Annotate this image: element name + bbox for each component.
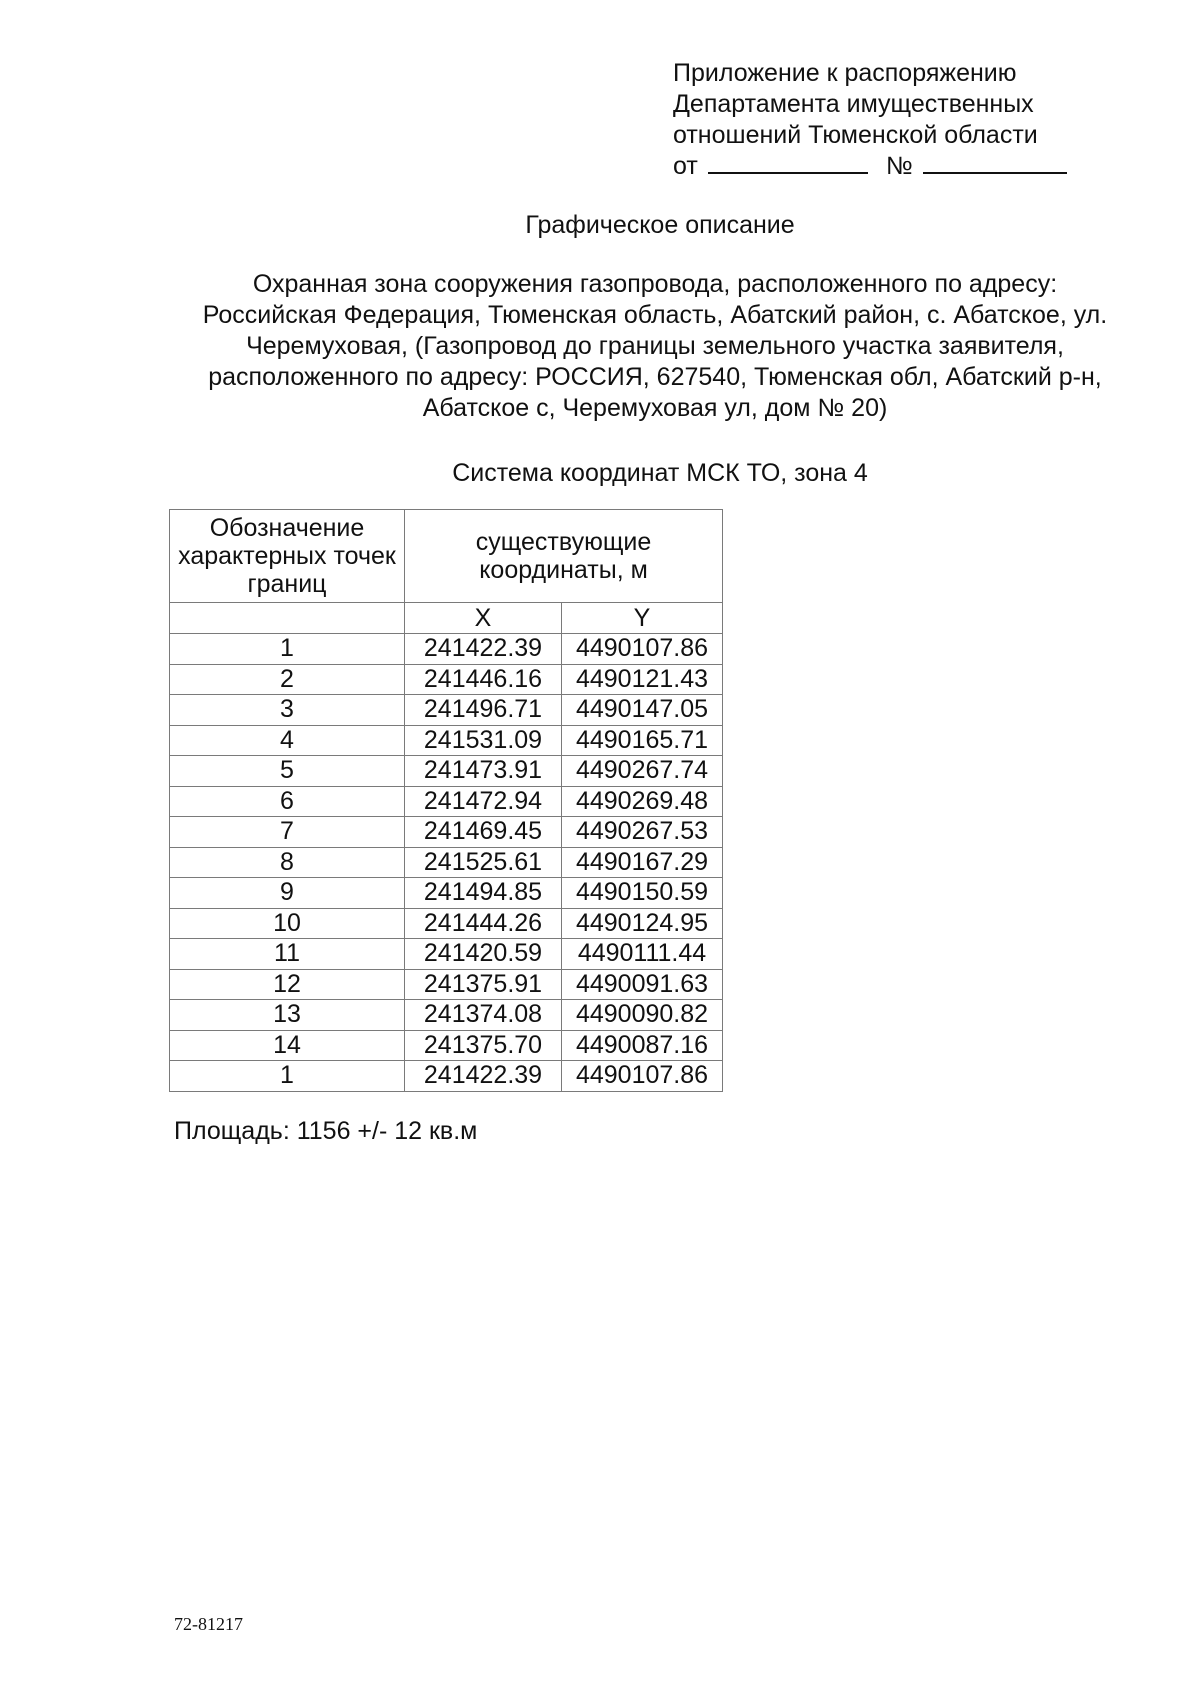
cell-point: 6 (170, 786, 405, 817)
appendix-block (673, 58, 1067, 182)
header-points: Обозначение характерных точек границ (170, 510, 405, 603)
coordinates-table (169, 509, 723, 1092)
header-x: X (405, 603, 562, 634)
date-blank (708, 152, 868, 174)
zone-description (160, 269, 1150, 424)
description-line-2: Российская Федерация, Тюменская область, Абатский район, с. Абатское, ул. (202, 301, 1108, 329)
cell-point: 3 (170, 695, 405, 726)
cell-y: 4490165.71 (562, 725, 723, 756)
table-row (170, 664, 723, 695)
table-row (170, 817, 723, 848)
cell-point: 5 (170, 756, 405, 787)
cell-y: 4490267.53 (562, 817, 723, 848)
cell-y: 4490167.29 (562, 847, 723, 878)
cell-point: 1 (170, 634, 405, 665)
appendix-line-2: Департамента имущественных (673, 90, 1034, 118)
cell-x: 241374.08 (405, 1000, 562, 1031)
table-row (170, 1061, 723, 1092)
cell-point: 8 (170, 847, 405, 878)
cell-y: 4490147.05 (562, 695, 723, 726)
document-title: Графическое описание (525, 211, 795, 239)
cell-x: 241422.39 (405, 634, 562, 665)
cell-point: 1 (170, 1061, 405, 1092)
cell-x: 241375.91 (405, 969, 562, 1000)
description-line-5: Абатское с, Черемуховая ул, дом № 20) (422, 394, 888, 422)
table-row (170, 908, 723, 939)
cell-x: 241422.39 (405, 1061, 562, 1092)
appendix-date-number-line (673, 151, 1067, 182)
description-line-1: Охранная зона сооружения газопровода, расположенного по адресу: (252, 270, 1058, 298)
cell-y: 4490107.86 (562, 1061, 723, 1092)
table-row (170, 1000, 723, 1031)
header-y: Y (562, 603, 723, 634)
cell-y: 4490267.74 (562, 756, 723, 787)
cell-x: 241531.09 (405, 725, 562, 756)
cell-x: 241420.59 (405, 939, 562, 970)
cell-y: 4490087.16 (562, 1030, 723, 1061)
appendix-line-3: отношений Тюменской области (673, 121, 1038, 149)
cell-point: 10 (170, 908, 405, 939)
cell-x: 241469.45 (405, 817, 562, 848)
cell-x: 241444.26 (405, 908, 562, 939)
table-row (170, 725, 723, 756)
cell-point: 2 (170, 664, 405, 695)
cell-y: 4490091.63 (562, 969, 723, 1000)
cell-x: 241473.91 (405, 756, 562, 787)
coordinate-system-label: Система координат МСК ТО, зона 4 (452, 459, 868, 487)
table-row (170, 969, 723, 1000)
table-row (170, 634, 723, 665)
cell-point: 12 (170, 969, 405, 1000)
coordinates-table-body (170, 634, 723, 1092)
description-line-3: Черемуховая, (Газопровод до границы земельного участка заявителя, (246, 332, 1064, 360)
appendix-line-1: Приложение к распоряжению (673, 59, 1017, 87)
cell-y: 4490107.86 (562, 634, 723, 665)
document-code: 72-81217 (174, 1614, 243, 1634)
cell-x: 241525.61 (405, 847, 562, 878)
number-blank (923, 152, 1067, 174)
cell-y: 4490124.95 (562, 908, 723, 939)
cell-y: 4490090.82 (562, 1000, 723, 1031)
cell-y: 4490121.43 (562, 664, 723, 695)
table-row (170, 847, 723, 878)
cell-x: 241496.71 (405, 695, 562, 726)
area-value: Площадь: 1156 +/- 12 кв.м (174, 1117, 478, 1145)
cell-point: 14 (170, 1030, 405, 1061)
cell-point: 4 (170, 725, 405, 756)
cell-point: 13 (170, 1000, 405, 1031)
table-row (170, 939, 723, 970)
cell-point: 7 (170, 817, 405, 848)
cell-x: 241446.16 (405, 664, 562, 695)
cell-x: 241494.85 (405, 878, 562, 909)
header-blank-cell (170, 603, 405, 634)
cell-y: 4490150.59 (562, 878, 723, 909)
cell-point: 11 (170, 939, 405, 970)
cell-point: 9 (170, 878, 405, 909)
header-coordinates: существующие координаты, м (405, 510, 723, 603)
number-prefix: № (885, 152, 913, 180)
table-row (170, 695, 723, 726)
table-row (170, 878, 723, 909)
description-line-4: расположенного по адресу: РОССИЯ, 627540, Тюменская обл, Абатский р-н, (208, 363, 1102, 391)
cell-x: 241472.94 (405, 786, 562, 817)
date-prefix: от (673, 152, 698, 180)
table-row (170, 1030, 723, 1061)
cell-y: 4490111.44 (562, 939, 723, 970)
table-row (170, 756, 723, 787)
cell-x: 241375.70 (405, 1030, 562, 1061)
table-row (170, 786, 723, 817)
cell-y: 4490269.48 (562, 786, 723, 817)
